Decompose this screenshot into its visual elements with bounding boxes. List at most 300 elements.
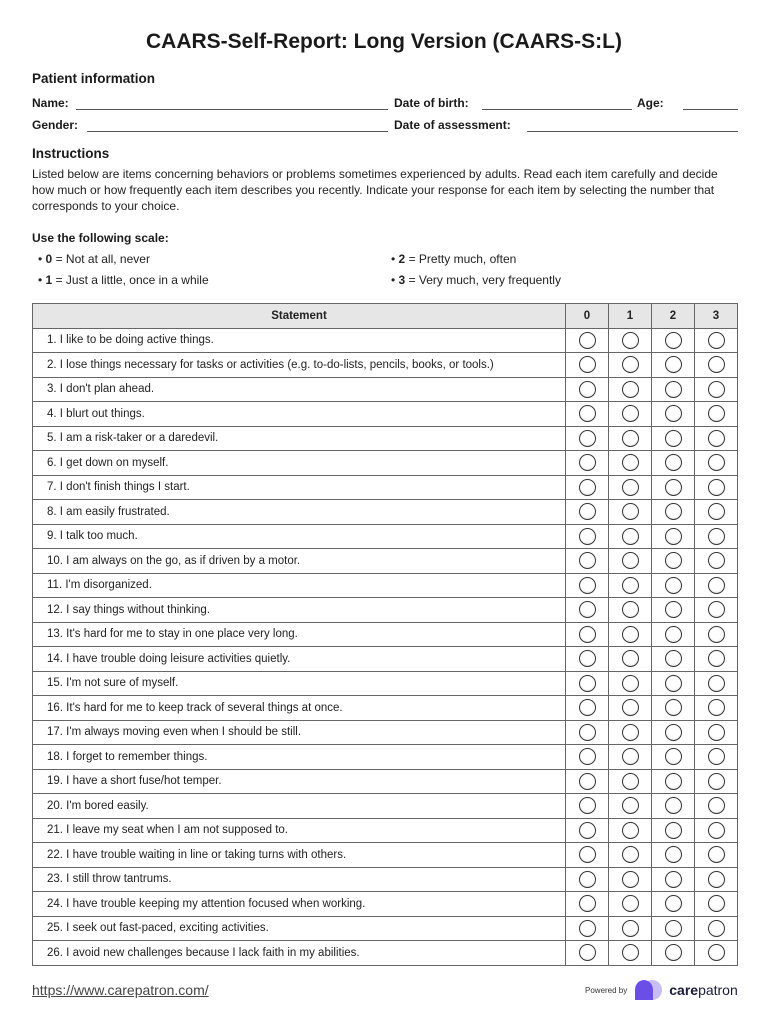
- response-cell: [566, 475, 609, 500]
- statement-text: 4. I blurt out things.: [33, 402, 566, 427]
- statement-text: 21. I leave my seat when I am not supposed to.: [33, 818, 566, 843]
- statement-text: 19. I have a short fuse/hot temper.: [33, 769, 566, 794]
- response-cell: [695, 769, 738, 794]
- response-cell: [566, 451, 609, 476]
- response-cell: [695, 549, 738, 574]
- response-cell: [609, 549, 652, 574]
- response-cell: [652, 598, 695, 623]
- response-cell: [695, 426, 738, 451]
- table-row: [33, 769, 738, 794]
- radio-option-2[interactable]: [665, 944, 682, 961]
- radio-option-2[interactable]: [665, 724, 682, 741]
- response-cell: [566, 524, 609, 549]
- radio-option-3[interactable]: [708, 699, 725, 716]
- scale-desc: = Pretty much, often: [405, 252, 517, 266]
- radio-option-1[interactable]: [622, 381, 639, 398]
- radio-option-1[interactable]: [622, 895, 639, 912]
- doa-field[interactable]: [527, 131, 738, 132]
- response-cell: [609, 794, 652, 819]
- response-cell: [695, 451, 738, 476]
- radio-option-3[interactable]: [708, 895, 725, 912]
- response-cell: [566, 745, 609, 770]
- radio-option-0[interactable]: [579, 626, 596, 643]
- radio-option-3[interactable]: [708, 479, 725, 496]
- response-cell: [652, 696, 695, 721]
- table-row: [33, 328, 738, 353]
- response-cell: [609, 720, 652, 745]
- response-cell: [609, 377, 652, 402]
- table-row: [33, 696, 738, 721]
- response-cell: [695, 377, 738, 402]
- response-cell: [609, 818, 652, 843]
- table-row: [33, 573, 738, 598]
- radio-option-3[interactable]: [708, 332, 725, 349]
- response-cell: [652, 573, 695, 598]
- response-cell: [609, 647, 652, 672]
- dob-field[interactable]: [482, 109, 632, 110]
- response-cell: [695, 916, 738, 941]
- response-cell: [652, 769, 695, 794]
- brand-bold: care: [669, 982, 699, 998]
- col-header-0: 0: [566, 304, 609, 329]
- radio-option-3[interactable]: [708, 454, 725, 471]
- radio-option-1[interactable]: [622, 356, 639, 373]
- radio-option-0[interactable]: [579, 601, 596, 618]
- statement-text: 7. I don't finish things I start.: [33, 475, 566, 500]
- response-cell: [609, 867, 652, 892]
- table-row: [33, 843, 738, 868]
- response-cell: [566, 647, 609, 672]
- radio-option-0[interactable]: [579, 822, 596, 839]
- radio-option-1[interactable]: [622, 773, 639, 790]
- radio-option-1[interactable]: [622, 944, 639, 961]
- scale-item-3: • 3 = Very much, very frequently: [391, 273, 561, 287]
- response-cell: [566, 573, 609, 598]
- table-row: [33, 671, 738, 696]
- radio-option-1[interactable]: [622, 822, 639, 839]
- radio-option-3[interactable]: [708, 503, 725, 520]
- response-cell: [652, 671, 695, 696]
- response-cell: [566, 622, 609, 647]
- response-cell: [652, 524, 695, 549]
- response-cell: [652, 500, 695, 525]
- radio-option-2[interactable]: [665, 846, 682, 863]
- table-row: [33, 475, 738, 500]
- radio-option-3[interactable]: [708, 626, 725, 643]
- statement-text: 22. I have trouble waiting in line or taking turns with others.: [33, 843, 566, 868]
- response-cell: [695, 941, 738, 966]
- scale-desc: = Very much, very frequently: [405, 273, 561, 287]
- statement-table: [32, 303, 738, 966]
- response-cell: [566, 867, 609, 892]
- age-field[interactable]: [683, 109, 738, 110]
- radio-option-1[interactable]: [622, 577, 639, 594]
- radio-option-2[interactable]: [665, 552, 682, 569]
- radio-option-1[interactable]: [622, 601, 639, 618]
- table-row: [33, 598, 738, 623]
- radio-option-2[interactable]: [665, 773, 682, 790]
- radio-option-0[interactable]: [579, 675, 596, 692]
- statement-text: 3. I don't plan ahead.: [33, 377, 566, 402]
- response-cell: [566, 598, 609, 623]
- response-cell: [652, 328, 695, 353]
- statement-text: 15. I'm not sure of myself.: [33, 671, 566, 696]
- response-cell: [695, 598, 738, 623]
- scale-item-0: • 0 = Not at all, never: [38, 252, 150, 266]
- scale-heading: Use the following scale:: [32, 231, 169, 245]
- radio-option-2[interactable]: [665, 381, 682, 398]
- radio-option-0[interactable]: [579, 846, 596, 863]
- name-field[interactable]: [76, 109, 388, 110]
- scale-value: 2: [398, 252, 406, 266]
- response-cell: [609, 696, 652, 721]
- radio-option-2[interactable]: [665, 699, 682, 716]
- statement-text: 26. I avoid new challenges because I lack faith in my abilities.: [33, 941, 566, 966]
- powered-by-text: Powered by: [585, 985, 628, 995]
- response-cell: [695, 843, 738, 868]
- response-cell: [695, 475, 738, 500]
- statement-text: 18. I forget to remember things.: [33, 745, 566, 770]
- radio-option-1[interactable]: [622, 503, 639, 520]
- response-cell: [566, 696, 609, 721]
- response-cell: [566, 328, 609, 353]
- response-cell: [609, 843, 652, 868]
- name-label: Name:: [32, 96, 69, 110]
- response-cell: [652, 867, 695, 892]
- radio-option-2[interactable]: [665, 601, 682, 618]
- response-cell: [652, 818, 695, 843]
- radio-option-3[interactable]: [708, 528, 725, 545]
- response-cell: [652, 720, 695, 745]
- statement-text: 5. I am a risk-taker or a daredevil.: [33, 426, 566, 451]
- table-row: [33, 402, 738, 427]
- response-cell: [609, 500, 652, 525]
- gender-field[interactable]: [87, 131, 388, 132]
- radio-option-3[interactable]: [708, 773, 725, 790]
- radio-option-1[interactable]: [622, 748, 639, 765]
- radio-option-1[interactable]: [622, 920, 639, 937]
- radio-option-3[interactable]: [708, 577, 725, 594]
- response-cell: [652, 353, 695, 378]
- statement-text: 1. I like to be doing active things.: [33, 328, 566, 353]
- response-cell: [695, 500, 738, 525]
- radio-option-1[interactable]: [622, 650, 639, 667]
- scale-value: 3: [398, 273, 406, 287]
- response-cell: [652, 377, 695, 402]
- response-cell: [609, 941, 652, 966]
- col-header-1: 1: [609, 304, 652, 329]
- radio-option-0[interactable]: [579, 944, 596, 961]
- carepatron-wordmark: [669, 982, 738, 998]
- response-cell: [609, 353, 652, 378]
- statement-text: 17. I'm always moving even when I should be still.: [33, 720, 566, 745]
- radio-option-1[interactable]: [622, 332, 639, 349]
- statement-text: 13. It's hard for me to stay in one place very long.: [33, 622, 566, 647]
- radio-option-0[interactable]: [579, 871, 596, 888]
- response-cell: [609, 892, 652, 917]
- radio-option-0[interactable]: [579, 503, 596, 520]
- response-cell: [566, 377, 609, 402]
- radio-option-1[interactable]: [622, 626, 639, 643]
- statement-text: 20. I'm bored easily.: [33, 794, 566, 819]
- scale-item-2: • 2 = Pretty much, often: [391, 252, 517, 266]
- statement-text: 16. It's hard for me to keep track of several things at once.: [33, 696, 566, 721]
- table-row: [33, 451, 738, 476]
- radio-option-2[interactable]: [665, 454, 682, 471]
- response-cell: [695, 402, 738, 427]
- col-header-3: 3: [695, 304, 738, 329]
- radio-option-0[interactable]: [579, 699, 596, 716]
- response-cell: [566, 941, 609, 966]
- radio-option-3[interactable]: [708, 405, 725, 422]
- response-cell: [695, 867, 738, 892]
- response-cell: [652, 451, 695, 476]
- response-cell: [695, 745, 738, 770]
- response-cell: [609, 769, 652, 794]
- response-cell: [652, 843, 695, 868]
- radio-option-2[interactable]: [665, 748, 682, 765]
- radio-option-1[interactable]: [622, 871, 639, 888]
- response-cell: [609, 402, 652, 427]
- radio-option-0[interactable]: [579, 773, 596, 790]
- response-cell: [695, 892, 738, 917]
- gender-label: Gender:: [32, 118, 79, 132]
- table-row: [33, 818, 738, 843]
- statement-text: 2. I lose things necessary for tasks or activities (e.g. to-do-lists, pencils, books, or tools.): [33, 353, 566, 378]
- response-cell: [695, 622, 738, 647]
- response-cell: [609, 475, 652, 500]
- powered-by-logo: [585, 980, 738, 1000]
- radio-option-1[interactable]: [622, 430, 639, 447]
- instructions-heading: Instructions: [32, 146, 110, 161]
- response-cell: [566, 402, 609, 427]
- radio-option-3[interactable]: [708, 748, 725, 765]
- response-cell: [695, 794, 738, 819]
- radio-option-0[interactable]: [579, 430, 596, 447]
- radio-option-2[interactable]: [665, 503, 682, 520]
- radio-option-3[interactable]: [708, 920, 725, 937]
- radio-option-0[interactable]: [579, 381, 596, 398]
- statement-text: 23. I still throw tantrums.: [33, 867, 566, 892]
- response-cell: [566, 769, 609, 794]
- response-cell: [566, 720, 609, 745]
- response-cell: [695, 573, 738, 598]
- statement-text: 10. I am always on the go, as if driven by a motor.: [33, 549, 566, 574]
- statement-text: 14. I have trouble doing leisure activities quietly.: [33, 647, 566, 672]
- table-row: [33, 549, 738, 574]
- radio-option-2[interactable]: [665, 920, 682, 937]
- radio-option-0[interactable]: [579, 479, 596, 496]
- age-label: Age:: [637, 96, 664, 110]
- radio-option-0[interactable]: [579, 552, 596, 569]
- radio-option-3[interactable]: [708, 650, 725, 667]
- response-cell: [609, 328, 652, 353]
- radio-option-0[interactable]: [579, 724, 596, 741]
- response-cell: [609, 451, 652, 476]
- table-row: [33, 353, 738, 378]
- response-cell: [652, 892, 695, 917]
- radio-option-0[interactable]: [579, 454, 596, 471]
- response-cell: [566, 500, 609, 525]
- table-row: [33, 720, 738, 745]
- statement-text: 25. I seek out fast-paced, exciting activities.: [33, 916, 566, 941]
- response-cell: [566, 818, 609, 843]
- page-title: CAARS-Self-Report: Long Version (CAARS-S:L): [146, 30, 622, 53]
- radio-option-1[interactable]: [622, 724, 639, 741]
- radio-option-3[interactable]: [708, 430, 725, 447]
- radio-option-3[interactable]: [708, 381, 725, 398]
- radio-option-2[interactable]: [665, 797, 682, 814]
- response-cell: [695, 328, 738, 353]
- radio-option-3[interactable]: [708, 944, 725, 961]
- radio-option-3[interactable]: [708, 552, 725, 569]
- statement-text: 9. I talk too much.: [33, 524, 566, 549]
- radio-option-2[interactable]: [665, 822, 682, 839]
- response-cell: [609, 573, 652, 598]
- table-row: [33, 524, 738, 549]
- statement-text: 12. I say things without thinking.: [33, 598, 566, 623]
- radio-option-0[interactable]: [579, 748, 596, 765]
- patient-info-heading: Patient information: [32, 71, 156, 86]
- scale-desc: = Just a little, once in a while: [52, 273, 209, 287]
- response-cell: [566, 843, 609, 868]
- statement-text: 8. I am easily frustrated.: [33, 500, 566, 525]
- response-cell: [652, 622, 695, 647]
- radio-option-3[interactable]: [708, 356, 725, 373]
- radio-option-3[interactable]: [708, 822, 725, 839]
- response-cell: [652, 745, 695, 770]
- scale-value: 1: [45, 273, 53, 287]
- response-cell: [609, 916, 652, 941]
- radio-option-0[interactable]: [579, 405, 596, 422]
- response-cell: [652, 549, 695, 574]
- radio-option-0[interactable]: [579, 528, 596, 545]
- response-cell: [609, 598, 652, 623]
- radio-option-0[interactable]: [579, 797, 596, 814]
- radio-option-3[interactable]: [708, 846, 725, 863]
- response-cell: [695, 353, 738, 378]
- table-row: [33, 426, 738, 451]
- radio-option-1[interactable]: [622, 528, 639, 545]
- response-cell: [566, 916, 609, 941]
- response-cell: [695, 696, 738, 721]
- response-cell: [695, 524, 738, 549]
- radio-option-1[interactable]: [622, 405, 639, 422]
- radio-option-0[interactable]: [579, 920, 596, 937]
- radio-option-2[interactable]: [665, 528, 682, 545]
- radio-option-1[interactable]: [622, 846, 639, 863]
- statement-text: 24. I have trouble keeping my attention focused when working.: [33, 892, 566, 917]
- carepatron-logo-icon: [633, 980, 663, 1000]
- radio-option-3[interactable]: [708, 871, 725, 888]
- radio-option-2[interactable]: [665, 405, 682, 422]
- radio-option-3[interactable]: [708, 724, 725, 741]
- response-cell: [566, 426, 609, 451]
- response-cell: [652, 426, 695, 451]
- table-row: [33, 500, 738, 525]
- response-cell: [566, 671, 609, 696]
- doa-label: Date of assessment:: [394, 118, 511, 132]
- radio-option-3[interactable]: [708, 675, 725, 692]
- response-cell: [566, 794, 609, 819]
- table-row: [33, 867, 738, 892]
- response-cell: [695, 647, 738, 672]
- response-cell: [695, 720, 738, 745]
- table-row: [33, 647, 738, 672]
- response-cell: [609, 622, 652, 647]
- response-cell: [609, 426, 652, 451]
- response-cell: [652, 402, 695, 427]
- statement-header: Statement: [33, 304, 566, 329]
- col-header-2: 2: [652, 304, 695, 329]
- dob-label: Date of birth:: [394, 96, 469, 110]
- radio-option-2[interactable]: [665, 650, 682, 667]
- response-cell: [566, 892, 609, 917]
- response-cell: [566, 549, 609, 574]
- response-cell: [566, 353, 609, 378]
- statement-text: 11. I'm disorganized.: [33, 573, 566, 598]
- radio-option-2[interactable]: [665, 332, 682, 349]
- table-row: [33, 892, 738, 917]
- instructions-text: Listed below are items concerning behaviors or problems sometimes experienced by adults. Read each item carefully and decide how much or how frequently each item describes you recently. Indicate your response for each item by selecting the number that corresponds to your choice.: [32, 167, 718, 213]
- response-cell: [695, 671, 738, 696]
- radio-option-3[interactable]: [708, 797, 725, 814]
- radio-option-2[interactable]: [665, 626, 682, 643]
- response-cell: [609, 671, 652, 696]
- response-cell: [609, 524, 652, 549]
- radio-option-0[interactable]: [579, 650, 596, 667]
- radio-option-2[interactable]: [665, 430, 682, 447]
- radio-option-1[interactable]: [622, 479, 639, 496]
- radio-option-1[interactable]: [622, 675, 639, 692]
- statement-text: 6. I get down on myself.: [33, 451, 566, 476]
- radio-option-1[interactable]: [622, 797, 639, 814]
- table-row: [33, 916, 738, 941]
- response-cell: [652, 941, 695, 966]
- table-row: [33, 622, 738, 647]
- radio-option-0[interactable]: [579, 332, 596, 349]
- radio-option-2[interactable]: [665, 675, 682, 692]
- radio-option-0[interactable]: [579, 356, 596, 373]
- scale-value: 0: [45, 252, 53, 266]
- scale-item-1: • 1 = Just a little, once in a while: [38, 273, 209, 287]
- radio-option-3[interactable]: [708, 601, 725, 618]
- radio-option-0[interactable]: [579, 895, 596, 912]
- radio-option-0[interactable]: [579, 577, 596, 594]
- table-row: [33, 745, 738, 770]
- brand-rest: patron: [698, 982, 738, 998]
- response-cell: [652, 916, 695, 941]
- table-row: [33, 377, 738, 402]
- radio-option-2[interactable]: [665, 871, 682, 888]
- response-cell: [695, 818, 738, 843]
- radio-option-2[interactable]: [665, 356, 682, 373]
- response-cell: [609, 745, 652, 770]
- radio-option-2[interactable]: [665, 895, 682, 912]
- carepatron-link[interactable]: https://www.carepatron.com/: [32, 982, 209, 998]
- table-row: [33, 794, 738, 819]
- radio-option-2[interactable]: [665, 479, 682, 496]
- response-cell: [652, 794, 695, 819]
- response-cell: [652, 647, 695, 672]
- radio-option-1[interactable]: [622, 552, 639, 569]
- table-row: [33, 941, 738, 966]
- table-header-row: [33, 304, 738, 329]
- radio-option-2[interactable]: [665, 577, 682, 594]
- radio-option-1[interactable]: [622, 699, 639, 716]
- scale-desc: = Not at all, never: [52, 252, 150, 266]
- radio-option-1[interactable]: [622, 454, 639, 471]
